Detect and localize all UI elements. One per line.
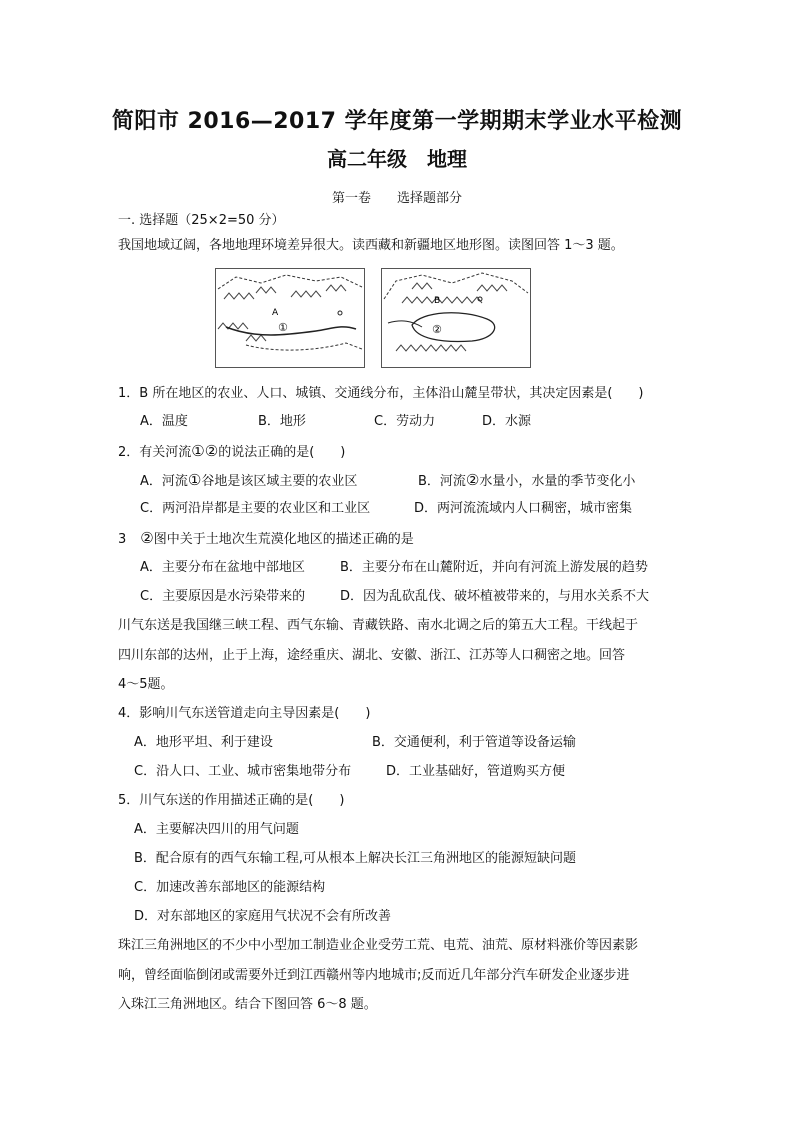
question-4-option-b[interactable]: B．交通便利，利于管道等设备运输	[372, 735, 576, 750]
question-1-option-c[interactable]: C．劳动力	[374, 414, 436, 429]
question-1-option-a[interactable]: A．温度	[140, 414, 188, 429]
question-2-stem	[118, 443, 345, 461]
intro-paragraph-2-line-1: 川气东送是我国继三峡工程、西气东输、青藏铁路、南水北调之后的第五大工程。干线起于	[118, 618, 639, 633]
question-2-option-c[interactable]: C．两河沿岸都是主要的农业区和工业区	[140, 501, 371, 516]
map-xinjiang-drawing	[382, 269, 530, 367]
map-label-river-2: ②	[432, 323, 442, 336]
question-1-stem: 1．B 所在地区的农业、人口、城镇、交通线分布，主体沿山麓呈带状，其决定因素是( )	[118, 386, 644, 401]
question-2-stem-post: 的说法正确的是( )	[218, 445, 346, 460]
intro-paragraph-1: 我国地域辽阔，各地地理环境差异很大。读西藏和新疆地区地形图。读图回答 1～3 题。	[118, 238, 624, 253]
question-3-stem-post: 图中关于土地次生荒漠化地区的描述正确的是	[153, 532, 414, 547]
question-3-option-c[interactable]: C．主要原因是水污染带来的	[140, 589, 306, 604]
map-tibet-drawing	[216, 269, 364, 367]
question-4-option-a[interactable]: A．地形平坦、利于建设	[134, 735, 273, 750]
question-3-stem	[118, 530, 414, 548]
question-2-option-b-post: 水量小，水量的季节变化小	[479, 474, 636, 489]
question-1-option-b[interactable]: B．地形	[258, 414, 306, 429]
question-2-option-b[interactable]	[418, 472, 635, 490]
question-2-stem-pre: 2．有关河流	[118, 445, 192, 460]
intro-paragraph-2-line-2: 四川东部的达州，止于上海，途经重庆、湖北、安徽、浙江、江苏等人口稠密之地。回答	[118, 648, 626, 663]
question-2-option-a-post: 谷地是该区域主要的农业区	[201, 474, 358, 489]
question-2-option-a-pre: A．河流	[140, 474, 188, 489]
map-xinjiang	[381, 268, 531, 368]
question-3-option-b[interactable]: B．主要分布在山麓附近，并向有河流上游发展的趋势	[340, 560, 648, 575]
question-2-option-d[interactable]: D．两河流流域内人口稠密，城市密集	[414, 501, 633, 516]
question-2-option-b-mark: ②	[465, 471, 480, 489]
map-label-b: B	[434, 296, 441, 306]
question-3-option-a[interactable]: A．主要分布在盆地中部地区	[140, 560, 305, 575]
page-subtitle: 高二年级 地理	[327, 147, 467, 171]
question-3-stem-pre: 3	[118, 532, 127, 547]
question-2-option-b-pre: B．河流	[418, 474, 466, 489]
question-2-option-a-mark: ①	[187, 471, 202, 489]
page-title: 简阳市 2016—2017 学年度第一学期期末学业水平检测	[111, 109, 683, 134]
question-5-option-d[interactable]: D．对东部地区的家庭用气状况不会有所改善	[134, 909, 392, 924]
question-5-option-a[interactable]: A．主要解决四川的用气问题	[134, 822, 299, 837]
part-heading: 一. 选择题（25×2=50 分）	[118, 213, 285, 228]
question-1-option-d[interactable]: D．水源	[482, 414, 532, 429]
map-label-a: A	[272, 308, 279, 318]
question-5-option-b[interactable]: B．配合原有的西气东输工程,可从根本上解决长江三角洲地区的能源短缺问题	[134, 851, 577, 866]
question-2-stem-mark: ①②	[191, 442, 219, 460]
question-5-stem: 5．川气东送的作用描述正确的是( )	[118, 793, 345, 808]
question-2-option-a[interactable]	[140, 472, 357, 490]
intro-paragraph-3-line-1: 珠江三角洲地区的不少中小型加工制造业企业受劳工荒、电荒、油荒、原材料涨价等因素影	[118, 938, 639, 953]
intro-paragraph-3-line-3: 入珠江三角洲地区。结合下图回答 6～8 题。	[118, 997, 377, 1012]
intro-paragraph-2-line-3: 4～5题。	[118, 677, 174, 692]
map-label-river-1: ①	[278, 321, 288, 334]
question-4-option-c[interactable]: C．沿人口、工业、城市密集地带分布	[134, 764, 352, 779]
section-heading: 第一卷 选择题部分	[331, 191, 462, 206]
question-3-option-d[interactable]: D．因为乱砍乱伐、破坏植被带来的，与用水关系不大	[340, 589, 650, 604]
intro-paragraph-3-line-2: 响，曾经面临倒闭或需要外迁到江西赣州等内地城市;反而近几年部分汽车研发企业逐步进	[118, 968, 630, 983]
question-5-option-c[interactable]: C．加速改善东部地区的能源结构	[134, 880, 326, 895]
question-3-stem-mark: ②	[140, 529, 154, 547]
question-4-option-d[interactable]: D．工业基础好，管道购买方便	[386, 764, 566, 779]
map-tibet	[215, 268, 365, 368]
question-4-stem: 4．影响川气东送管道走向主导因素是( )	[118, 706, 371, 721]
